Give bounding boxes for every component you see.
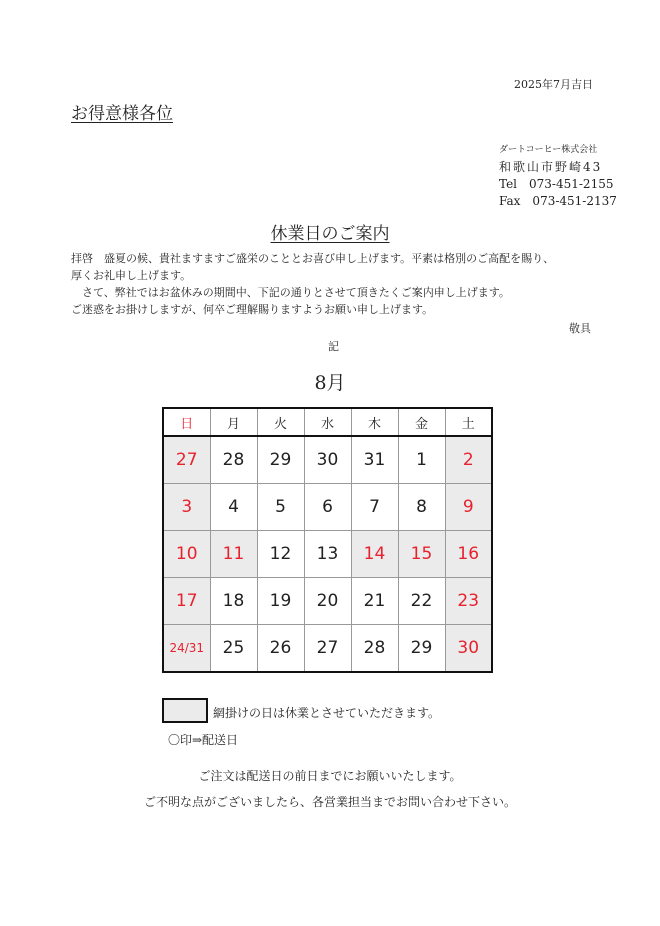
calendar-week	[163, 531, 492, 578]
weekday-thu: 木	[351, 408, 398, 436]
calendar-day: 27	[304, 625, 351, 673]
calendar-day: 14	[351, 531, 398, 578]
calendar-week	[163, 436, 492, 484]
weekday-sun: 日	[163, 408, 210, 436]
weekday-mon: 月	[210, 408, 257, 436]
holiday-calendar	[162, 407, 493, 673]
calendar-day: 24/31	[163, 625, 210, 673]
order-deadline-note: ご注文は配送日の前日までにお願いいたします。	[198, 769, 462, 783]
calendar-day: 7	[351, 484, 398, 531]
ki-marker: 記	[328, 340, 339, 353]
calendar-day: 12	[257, 531, 304, 578]
calendar-day: 15	[398, 531, 445, 578]
calendar-week	[163, 578, 492, 625]
sender-company: ダートコーヒー株式会社	[499, 145, 598, 155]
calendar-day: 13	[304, 531, 351, 578]
calendar-day: 9	[445, 484, 492, 531]
document-title: 休業日のご案内	[270, 224, 390, 244]
contact-note: ご不明な点がございましたら、各営業担当までお問い合わせ下さい。	[143, 795, 516, 809]
calendar-day: 5	[257, 484, 304, 531]
weekday-tue: 火	[257, 408, 304, 436]
calendar-day: 1	[398, 436, 445, 484]
calendar-day: 4	[210, 484, 257, 531]
legend-delivery-mark: 〇印⇒配送日	[168, 733, 239, 747]
calendar-day: 26	[257, 625, 304, 673]
calendar-day: 3	[163, 484, 210, 531]
weekday-wed: 水	[304, 408, 351, 436]
sender-tel: Tel 073-451-2155	[499, 177, 614, 191]
calendar-day: 19	[257, 578, 304, 625]
legend-holiday-note: 網掛けの日は休業とさせていただきます。	[213, 706, 441, 720]
weekday-fri: 金	[398, 408, 445, 436]
sender-fax: Fax 073-451-2137	[499, 194, 617, 208]
sender-address: 和歌山市野崎43	[499, 160, 603, 174]
calendar-day: 22	[398, 578, 445, 625]
calendar-day: 27	[163, 436, 210, 484]
calendar-day: 28	[210, 436, 257, 484]
calendar-day: 2	[445, 436, 492, 484]
calendar-week	[163, 484, 492, 531]
calendar-day: 18	[210, 578, 257, 625]
recipient: お得意様各位	[71, 104, 173, 124]
calendar-day: 21	[351, 578, 398, 625]
calendar-day: 30	[304, 436, 351, 484]
calendar-day: 6	[304, 484, 351, 531]
calendar-day: 16	[445, 531, 492, 578]
calendar-day: 20	[304, 578, 351, 625]
closing: 敬具	[569, 322, 591, 335]
calendar-week	[163, 625, 492, 673]
calendar-day: 29	[398, 625, 445, 673]
calendar-day: 11	[210, 531, 257, 578]
calendar-day: 28	[351, 625, 398, 673]
sender-block	[499, 142, 617, 210]
document-title-row	[0, 219, 660, 244]
calendar-day: 29	[257, 436, 304, 484]
body-text: 拝啓 盛夏の候、貴社ますますご盛栄のこととお喜び申し上げます。平素は格別のご高配を賜り、 厚くお礼申し上げます。 さて、弊社ではお盆休みの期間中、下記の通りとさせて頂きたくご案内申し上げます。 ご迷惑をお掛けしますが、何卒ご理解賜りますようお願い申し上げます。	[71, 252, 555, 316]
calendar-day: 25	[210, 625, 257, 673]
calendar-day: 8	[398, 484, 445, 531]
calendar-month: 8月	[314, 372, 346, 394]
calendar-day: 31	[351, 436, 398, 484]
legend-shade-swatch	[162, 698, 208, 723]
weekday-sat: 土	[445, 408, 492, 436]
calendar-day: 10	[163, 531, 210, 578]
calendar-day: 23	[445, 578, 492, 625]
calendar-day: 17	[163, 578, 210, 625]
calendar-day: 30	[445, 625, 492, 673]
letter-date: 2025年7月吉日	[514, 78, 593, 91]
weekday-header-row	[163, 408, 492, 436]
